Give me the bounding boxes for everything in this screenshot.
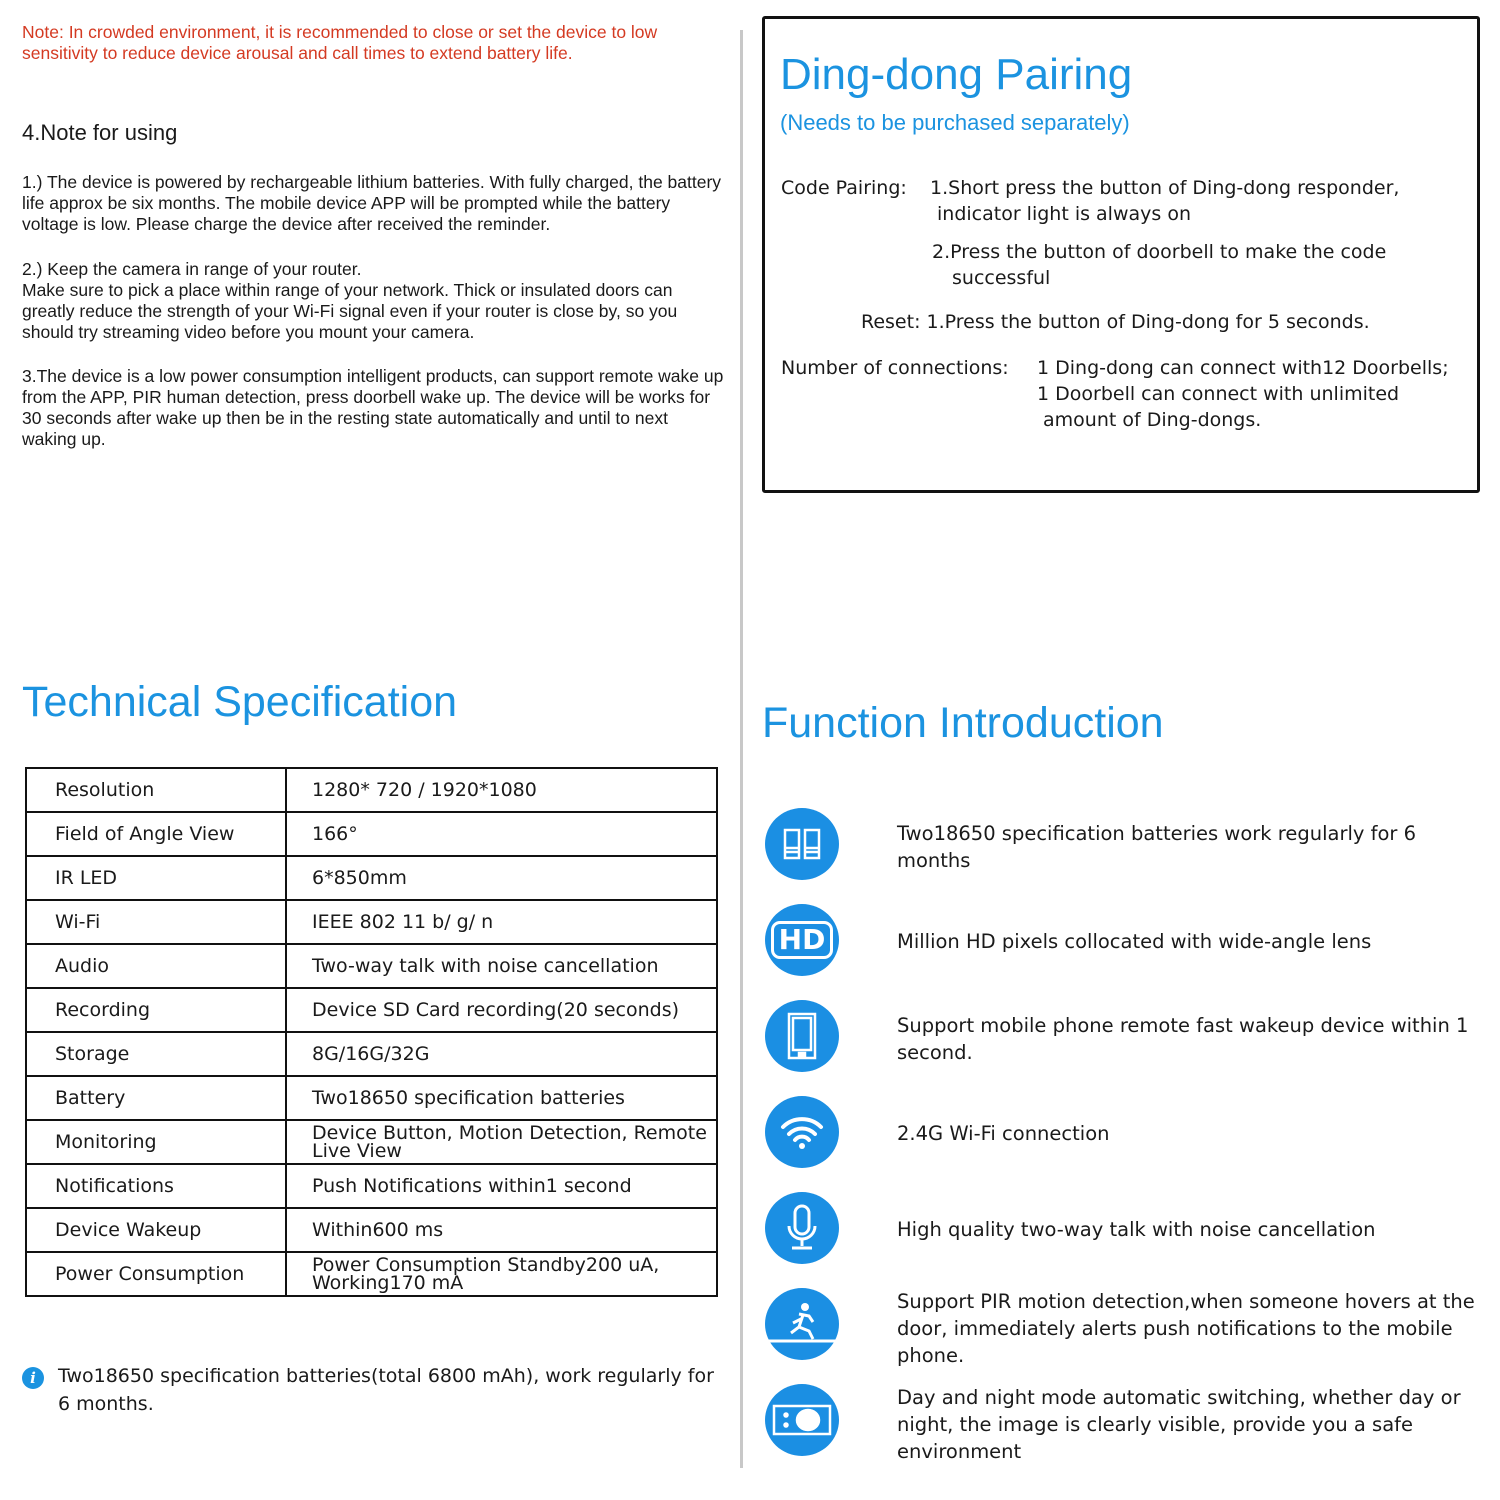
spec-label: Wi-Fi bbox=[26, 900, 286, 944]
spec-row bbox=[26, 856, 717, 900]
page-divider bbox=[740, 30, 743, 1468]
feature-text: 2.4G Wi-Fi connection bbox=[897, 1122, 1110, 1145]
spec-value: Device SD Card recording(20 seconds) bbox=[286, 988, 717, 1032]
note-paragraph-1: 1.) The device is powered by rechargeable lithium batteries. With fully charged, the battery life approx be six months. The mobile device APP will be prompted while the battery voltage is low. Please charge the device after received the reminder. bbox=[22, 172, 722, 234]
microphone-icon bbox=[765, 1192, 839, 1264]
reset-text: Reset: 1.Press the button of Ding-dong for 5 seconds. bbox=[861, 311, 1370, 333]
tech-spec-title: Technical Specification bbox=[22, 678, 458, 726]
ding-dong-title: Ding-dong Pairing bbox=[780, 50, 1133, 99]
feature-item bbox=[765, 808, 1485, 882]
spec-row bbox=[26, 812, 717, 856]
feature-text: Day and night mode automatic switching, whether day or night, the image is clearly visible, provide you a safe environment bbox=[897, 1386, 1461, 1463]
feature-text: Support mobile phone remote fast wakeup device within 1 second. bbox=[897, 1014, 1469, 1064]
function-intro-title: Function Introduction bbox=[762, 699, 1164, 747]
feature-text: High quality two-way talk with noise cancellation bbox=[897, 1218, 1376, 1241]
connections-2: 1 Doorbell can connect with unlimited bbox=[1037, 383, 1400, 405]
spec-row bbox=[26, 1208, 717, 1252]
motion-icon bbox=[765, 1288, 839, 1360]
battery-note: Note: In crowded environment, it is recommended to close or set the device to low sensitivity to reduce device arousal and call times to extend battery life. bbox=[22, 22, 658, 63]
spec-label: Battery bbox=[26, 1076, 286, 1120]
battery-info-text: Two18650 specification batteries(total 6800 mAh), work regularly for 6 months. bbox=[58, 1365, 714, 1415]
spec-label: Power Consumption bbox=[26, 1252, 286, 1296]
spec-label: Monitoring bbox=[26, 1120, 286, 1164]
spec-value: Two18650 specification batteries bbox=[286, 1076, 717, 1120]
feature-item bbox=[765, 904, 1485, 978]
spec-value: Push Notifications within1 second bbox=[286, 1164, 717, 1208]
spec-label: Device Wakeup bbox=[26, 1208, 286, 1252]
battery-info bbox=[22, 1362, 722, 1418]
feature-item bbox=[765, 1384, 1485, 1463]
feature-item bbox=[765, 1288, 1485, 1367]
spec-value: IEEE 802 11 b/ g/ n bbox=[286, 900, 717, 944]
note-for-using-heading: 4.Note for using bbox=[22, 120, 178, 145]
spec-row bbox=[26, 1252, 717, 1296]
spec-label: Storage bbox=[26, 1032, 286, 1076]
spec-label: Notifications bbox=[26, 1164, 286, 1208]
code-step-1b: indicator light is always on bbox=[937, 203, 1191, 225]
spec-value: Power Consumption Standby200 uA, Working170 mA bbox=[286, 1252, 717, 1296]
hd-icon: HD bbox=[765, 904, 839, 976]
code-step-2: 2.Press the button of doorbell to make the code bbox=[932, 241, 1387, 263]
spec-row bbox=[26, 1032, 717, 1076]
connections-3: amount of Ding-dongs. bbox=[1043, 409, 1262, 431]
spec-label: Field of Angle View bbox=[26, 812, 286, 856]
info-icon: i bbox=[22, 1367, 44, 1389]
battery-icon bbox=[765, 808, 839, 880]
spec-value: 8G/16G/32G bbox=[286, 1032, 717, 1076]
spec-row bbox=[26, 944, 717, 988]
spec-value: 166° bbox=[286, 812, 717, 856]
spec-value: Device Button, Motion Detection, Remote Live View bbox=[286, 1120, 717, 1164]
connections-label: Number of connections: bbox=[781, 357, 1009, 379]
note-paragraph-3: 3.The device is a low power consumption intelligent products, can support remote wake up from the APP, PIR human detection, press doorbell wake up. The device will be works for 30 seconds after wake up then be in the resting state automatically and until to next waking up. bbox=[22, 366, 724, 449]
spec-row bbox=[26, 988, 717, 1032]
spec-row bbox=[26, 1120, 717, 1164]
spec-table bbox=[25, 767, 718, 1297]
day-night-icon bbox=[765, 1384, 839, 1456]
spec-label: IR LED bbox=[26, 856, 286, 900]
feature-item bbox=[765, 1192, 1485, 1266]
code-step-2b: successful bbox=[952, 267, 1051, 289]
feature-text: Million HD pixels collocated with wide-angle lens bbox=[897, 930, 1372, 953]
connections-1: 1 Ding-dong can connect with12 Doorbells; bbox=[1037, 357, 1449, 379]
wifi-icon bbox=[765, 1096, 839, 1168]
spec-label: Recording bbox=[26, 988, 286, 1032]
spec-row bbox=[26, 768, 717, 812]
spec-label: Resolution bbox=[26, 768, 286, 812]
spec-value: 6*850mm bbox=[286, 856, 717, 900]
spec-row bbox=[26, 1164, 717, 1208]
spec-row bbox=[26, 900, 717, 944]
feature-text: Two18650 specification batteries work regularly for 6 months bbox=[897, 822, 1417, 872]
feature-text: Support PIR motion detection,when someone hovers at the door, immediately alerts push notifications to the mobile phone. bbox=[897, 1290, 1475, 1367]
spec-value: 1280* 720 / 1920*1080 bbox=[286, 768, 717, 812]
spec-row bbox=[26, 1076, 717, 1120]
code-pairing-label: Code Pairing: bbox=[781, 177, 907, 199]
ding-dong-subtitle: (Needs to be purchased separately) bbox=[780, 110, 1130, 135]
spec-label: Audio bbox=[26, 944, 286, 988]
feature-item bbox=[765, 1000, 1485, 1074]
spec-value: Two-way talk with noise cancellation bbox=[286, 944, 717, 988]
phone-icon bbox=[765, 1000, 839, 1072]
feature-item bbox=[765, 1096, 1485, 1170]
spec-value: Within600 ms bbox=[286, 1208, 717, 1252]
code-step-1: 1.Short press the button of Ding-dong responder, bbox=[930, 177, 1400, 199]
note-paragraph-2: 2.) Keep the camera in range of your router. Make sure to pick a place within range of your network. Thick or insulated doors can greatly reduce the strength of your Wi-Fi signal even if your router is close by, so you should try streaming video before you mount your camera. bbox=[22, 259, 678, 342]
